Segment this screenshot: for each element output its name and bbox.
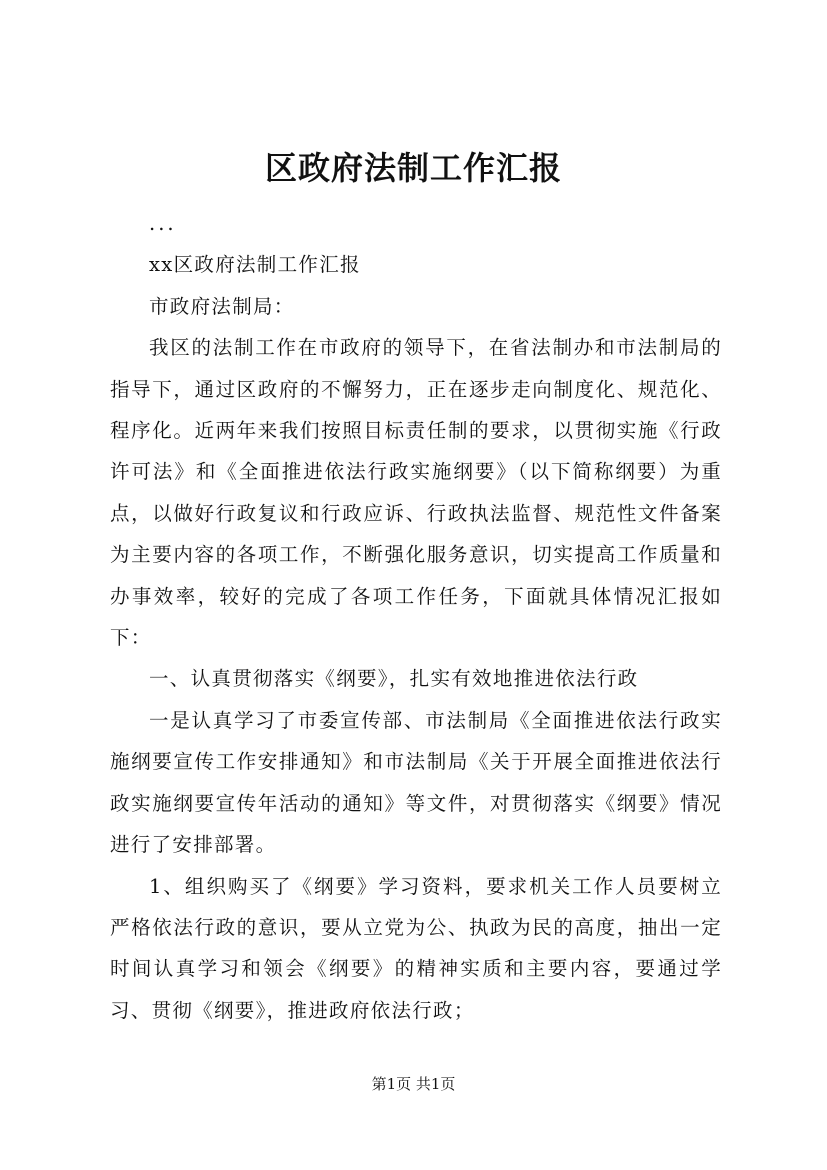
paragraph-intro: 我区的法制工作在市政府的领导下，在省法制办和市法制局的指导下，通过区政府的不懈努力，正在逐步走向制度化、规范化、程序化。近两年来我们按照目标责任制的要求，以贯彻实施《行政许可法》和《全面推进依法行政实施纲要》（以下简称纲要）为重点，以做好行政复议和行政应诉、行政执法监督、规范性文件备案为主要内容的各项工作，不断强化服务意识，切实提高工作质量和办事效率，较好的完成了各项工作任务，下面就具体情况汇报如下： [110,336,722,650]
salutation: 市政府法制局： [149,294,295,318]
ellipsis-line: ... [149,212,177,235]
paragraph-point-1: 一是认真学习了市委宣传部、市法制局《全面推进依法行政实施纲要宣传工作安排通知》和市法制局《关于开展全面推进依法行政实施纲要宣传年活动的通知》等文件，对贯彻落实《纲要》情况进行了安排部署。 [110,708,722,857]
document-title: 区政府法制工作汇报 [264,149,562,187]
paragraph-item-1: 1、组织购买了《纲要》学习资料，要求机关工作人员要树立严格依法行政的意识，要从立党为公、执政为民的高度，抽出一定时间认真学习和领会《纲要》的精神实质和主要内容，要通过学习、贯彻《纲要》，推进政府依法行政； [110,874,722,1022]
section-heading-1: 一、认真贯彻落实《纲要》，扎实有效地推进依法行政 [149,667,639,691]
page-footer: 第1页 共1页 [371,1075,456,1093]
report-subtitle: xx区政府法制工作汇报 [149,253,361,277]
document-body [110,203,722,1031]
